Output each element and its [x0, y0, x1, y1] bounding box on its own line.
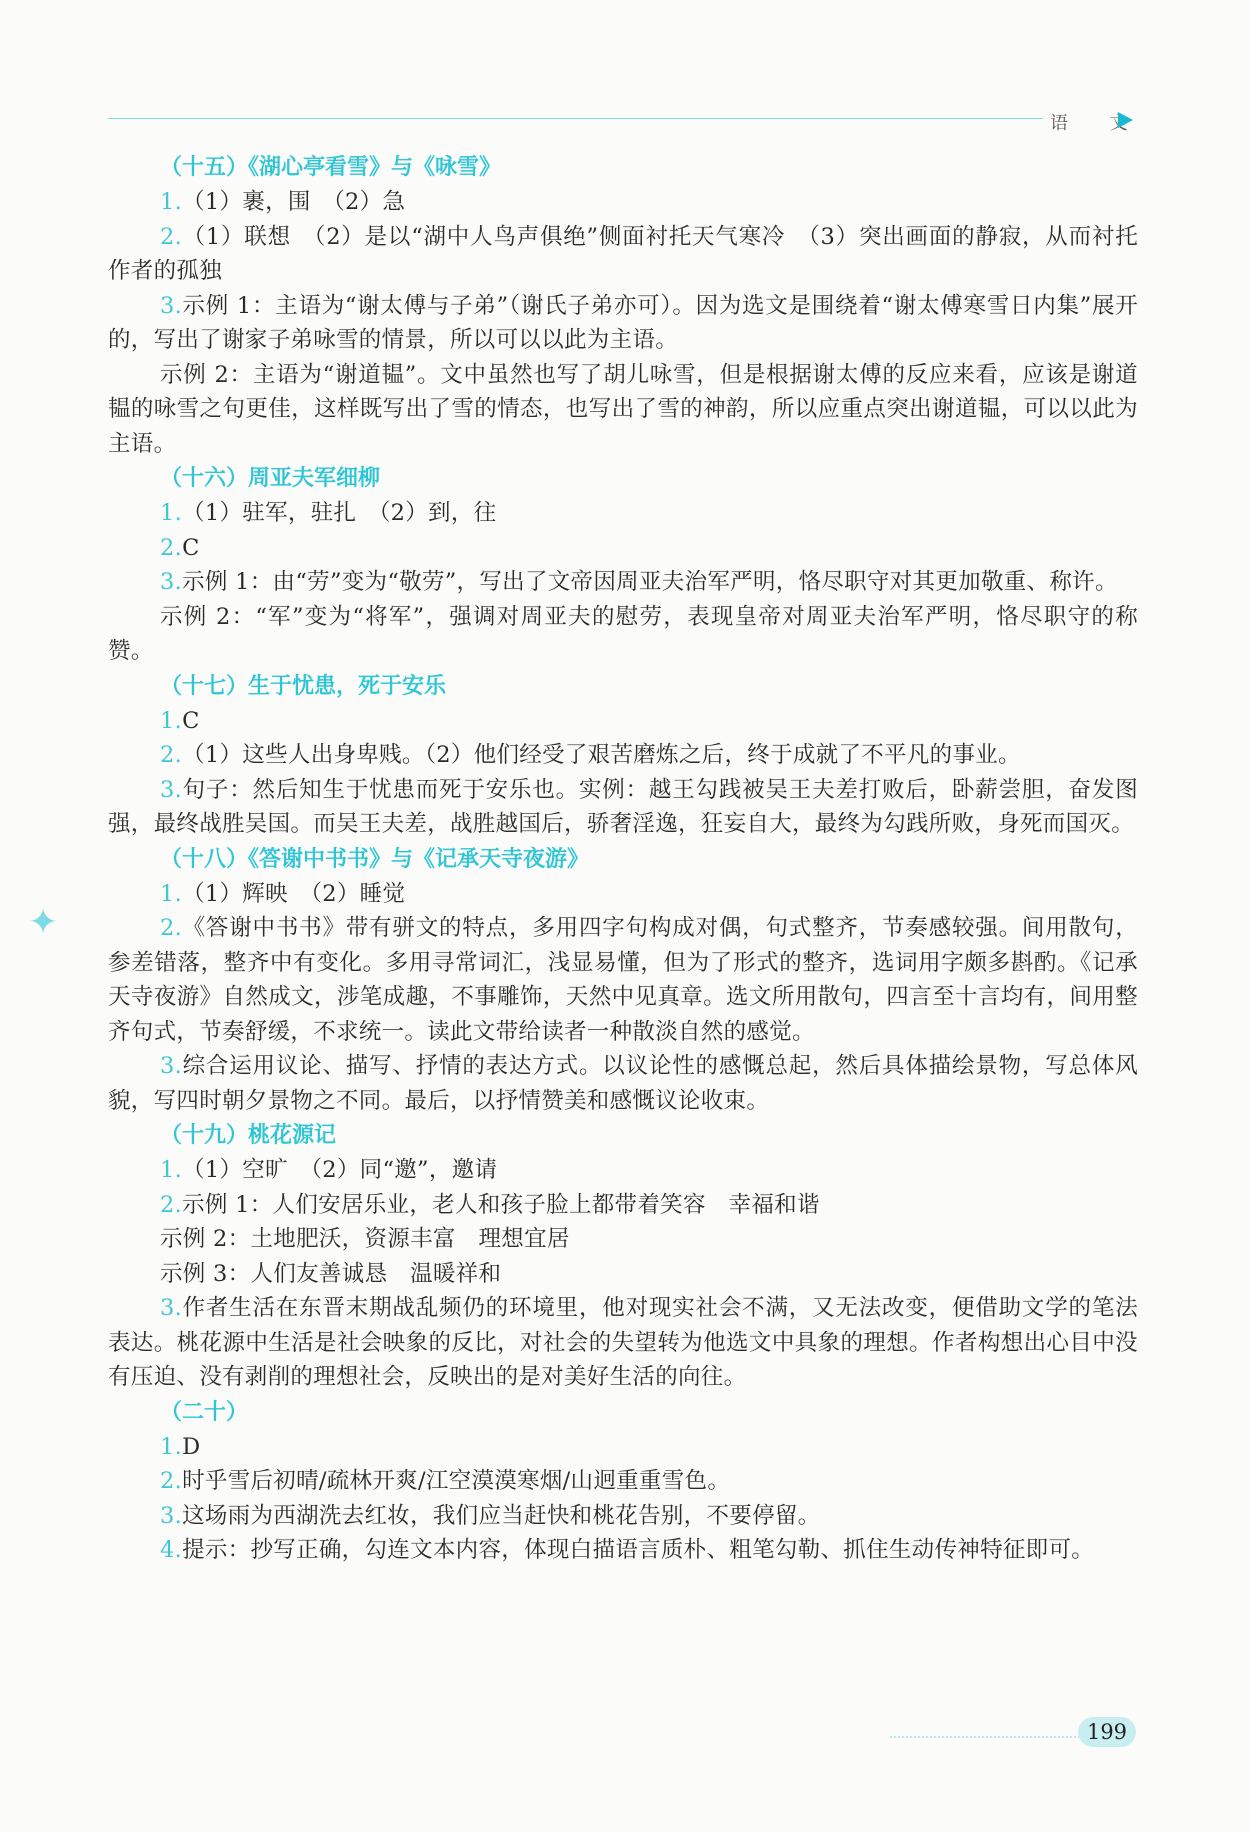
item-number: 3.: [160, 569, 183, 595]
section-title: （十八）《答谢中书书》与《记承天寺夜游》: [160, 846, 590, 872]
answer-item: [108, 1153, 1138, 1188]
answer-item: [108, 289, 1138, 358]
item-text: （1）辉映 （2）睡觉: [182, 880, 406, 907]
item-number: 1.: [160, 189, 183, 215]
section-title: （十六）周亚夫军细柳: [160, 466, 381, 491]
answer-item: [108, 358, 1138, 462]
answer-item: [108, 773, 1138, 842]
item-text: （1）裹，围 （2）急: [182, 189, 406, 215]
answer-item: [108, 877, 1138, 912]
answer-item: [108, 220, 1138, 289]
item-number: 2.: [160, 223, 183, 250]
item-number: 1.: [160, 880, 183, 907]
item-text: 提示：抄写正确，勾连文本内容，体现白描语言质朴、粗笔勾勒、抓住生动传神特征即可。: [182, 1537, 1095, 1563]
answer-content: [108, 150, 1138, 1568]
answer-item: [108, 496, 1138, 531]
item-number: 3.: [160, 776, 183, 803]
item-number: 2.: [160, 1468, 183, 1494]
answer-item: [108, 1188, 1138, 1223]
answer-item: [108, 704, 1138, 739]
item-number: 1.: [160, 1433, 183, 1460]
item-text: C: [182, 534, 200, 561]
item-text: 示例 2：主语为“谢道韫”。文中虽然也写了胡儿咏雪，但是根据谢太傅的反应来看，应该是谢道韫的咏雪之句更佳，这样既写出了雪的情态，也写出了雪的神韵，所以应重点突出谢道韫，可以以此为主语。: [108, 361, 1138, 457]
header-subject: 语 文: [1050, 113, 1146, 134]
item-number: 3.: [160, 1502, 183, 1529]
footer-dots: [890, 1736, 1080, 1738]
item-text: 时乎雪后初晴/疏林开爽/江空漠漠寒烟/山迥重重雪色。: [182, 1468, 731, 1494]
item-text: 这场雨为西湖洗去红妆，我们应当赶快和桃花告别，不要停留。: [182, 1502, 821, 1529]
item-number: 1.: [160, 500, 183, 526]
item-text: （1）这些人出身卑贱。（2）他们经受了艰苦磨炼之后，终于成就了不平凡的事业。: [182, 742, 1021, 768]
item-number: 2.: [160, 1191, 183, 1218]
answer-item: [108, 1499, 1138, 1534]
arrow-right-icon: [1118, 112, 1133, 128]
item-number: 4.: [160, 1537, 183, 1563]
item-number: 2.: [160, 534, 183, 561]
item-text: 《答谢中书书》带有骈文的特点，多用四字句构成对偶，句式整齐，节奏感较强。间用散句，参差错落，整齐中有变化。多用寻常词汇，浅显易懂，但为了形式的整齐，选词用字颇多斟酌。《记承天寺夜游》自然成文，涉笔成趣，不事雕饰，天然中见真章。选文所用散句，四言至十言均有，间用整齐句式，节奏舒缓，不求统一。读此文带给读者一种散淡自然的感觉。: [108, 915, 1138, 1045]
answer-item: [108, 565, 1138, 600]
item-text: 示例 3：人们友善诚恳 温暖祥和: [160, 1260, 502, 1287]
answer-item: [108, 1430, 1138, 1465]
star-icon: ✦: [28, 902, 59, 943]
answer-item: [108, 600, 1138, 669]
item-text: C: [182, 707, 200, 734]
item-number: 2.: [160, 915, 183, 941]
section-title: （二十）: [160, 1399, 249, 1425]
item-text: 示例 1：主语为“谢太傅与子弟”（谢氏子弟亦可）。因为选文是围绕着“谢太傅寒雪日内集”展开的，写出了谢家子弟咏雪的情景，所以可以以此为主语。: [108, 292, 1138, 353]
item-number: 1.: [160, 1157, 183, 1183]
answer-item: [108, 1049, 1138, 1118]
header-rule: [108, 118, 1043, 119]
item-text: 句子：然后知生于忧患而死于安乐也。实例：越王勾践被吴王夫差打败后，卧薪尝胆，奋发图强，最终战胜吴国。而吴王夫差，战胜越国后，骄奢淫逸，狂妄自大，最终为勾践所败，身死而国灭。: [108, 776, 1138, 837]
answer-item: [108, 531, 1138, 566]
section-title: （十七）生于忧患，死于安乐: [160, 673, 447, 699]
item-text: 综合运用议论、描写、抒情的表达方式。以议论性的感慨总起，然后具体描绘景物，写总体风貌，写四时朝夕景物之不同。最后，以抒情赞美和感慨议论收束。: [108, 1053, 1138, 1114]
item-number: 3.: [160, 1053, 183, 1079]
answer-item: [108, 1533, 1138, 1568]
page-number: 199: [1078, 1717, 1136, 1747]
item-number: 2.: [160, 742, 183, 768]
item-text: 示例 1：人们安居乐业，老人和孩子脸上都带着笑容 幸福和谐: [182, 1191, 820, 1218]
item-text: 示例 1：由“劳”变为“敬劳”，写出了文帝因周亚夫治军严明，恪尽职守对其更加敬重、称许。: [182, 569, 1118, 595]
answer-item: [108, 1222, 1138, 1257]
item-number: 3.: [160, 292, 183, 319]
answer-item: [108, 1464, 1138, 1499]
answer-item: [108, 738, 1138, 773]
answer-item: [108, 185, 1138, 220]
item-text: （1）驻军，驻扎 （2）到，往: [182, 500, 497, 526]
item-text: （1）联想 （2）是以“湖中人鸟声俱绝”侧面衬托天气寒冷 （3）突出画面的静寂，从而衬托作者的孤独: [108, 223, 1138, 284]
answer-item: [108, 1257, 1138, 1292]
item-text: D: [182, 1433, 201, 1460]
item-text: 示例 2：土地肥沃，资源丰富 理想宜居: [160, 1226, 570, 1252]
item-text: 示例 2：“军”变为“将军”，强调对周亚夫的慰劳，表现皇帝对周亚夫治军严明，恪尽职守的称赞。: [108, 603, 1138, 664]
answer-item: [108, 911, 1138, 1049]
item-number: 3.: [160, 1295, 183, 1321]
section-title: （十五）《湖心亭看雪》与《咏雪》: [160, 155, 502, 180]
item-number: 1.: [160, 707, 183, 734]
answer-item: [108, 1291, 1138, 1395]
item-text: 作者生活在东晋末期战乱频仍的环境里，他对现实社会不满，又无法改变，便借助文学的笔法表达。桃花源中生活是社会映象的反比，对社会的失望转为他选文中具象的理想。作者构想出心目中没有压迫、没有剥削的理想社会，反映出的是对美好生活的向往。: [108, 1295, 1138, 1390]
section-title: （十九）桃花源记: [160, 1123, 337, 1148]
item-text: （1）空旷 （2）同“邀”，邀请: [182, 1157, 498, 1183]
